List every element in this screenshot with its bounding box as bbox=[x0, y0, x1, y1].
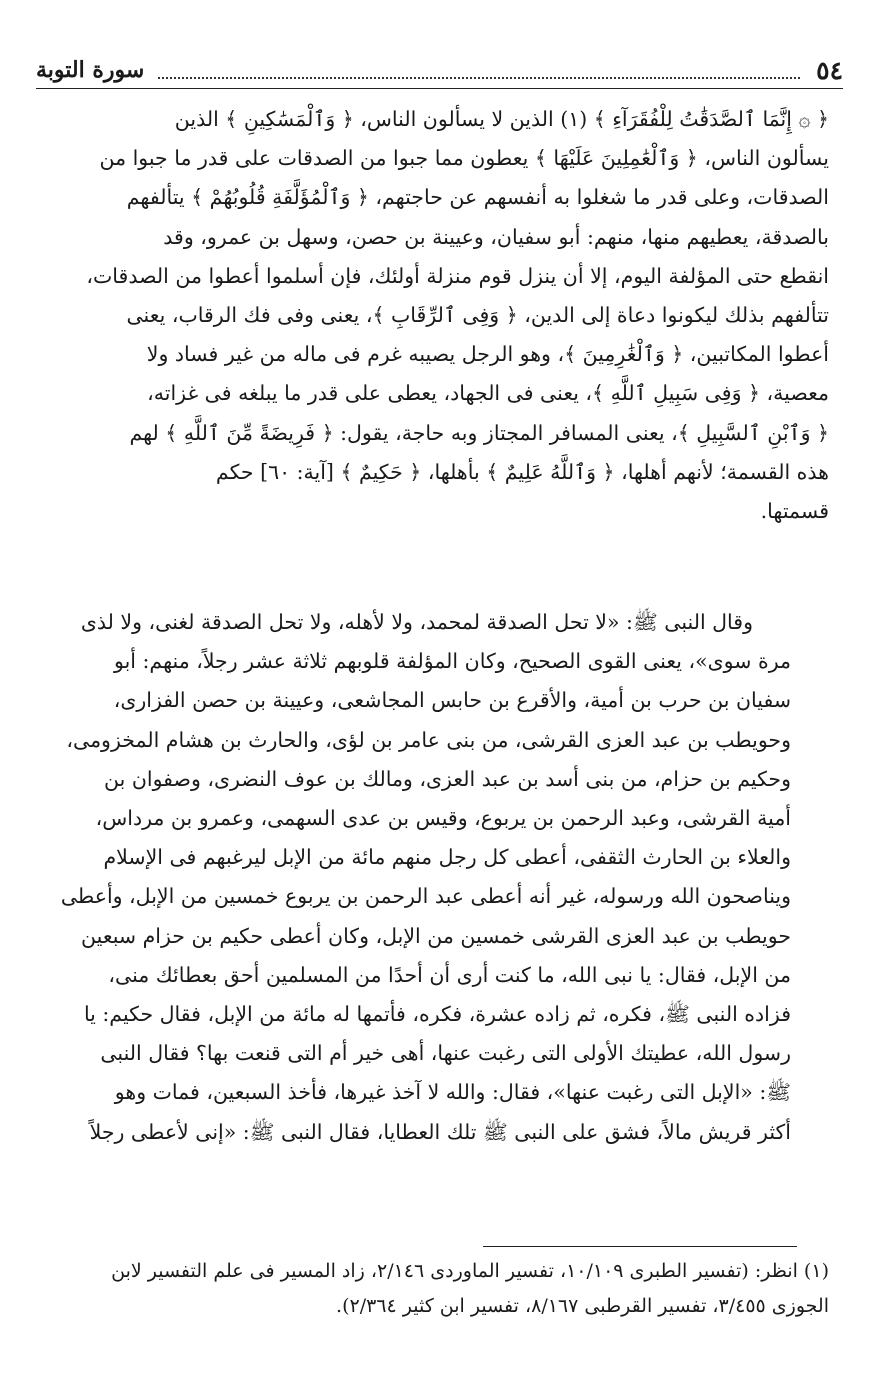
text-line: من الإبل، فقال: يا نبى الله، ما كنت أرى أن أحدًا من المسلمين أحق بعطائك منى، bbox=[108, 962, 791, 987]
text-line: وقال النبى ﷺ: «لا تحل الصدقة لمحمد، ولا لأهله، ولا تحل الصدقة لغنى، ولا لذى bbox=[80, 610, 753, 634]
text-line: والعلاء بن الحارث الثقفى، أعطى كل رجل منهم مائة من الإبل ليرغبهم فى الإسلام bbox=[103, 845, 791, 870]
page-number: ٥٤ bbox=[816, 55, 843, 85]
commentary-paragraph-2 bbox=[44, 603, 829, 1152]
text-line: تتألفهم بذلك ليكونوا دعاة إلى الدين، ﴿ وَفِى ٱلرِّقَابِ ﴾، يعنى وفى فك الرقاب، يعنى bbox=[126, 303, 829, 328]
footnote-line: (١) انظر: (تفسير الطبرى ١٠/١٠٩، تفسير الماوردى ٢/١٤٦، زاد المسير فى علم التفسير لابن bbox=[111, 1260, 829, 1282]
text-line: انقطع حتى المؤلفة اليوم، إلا أن ينزل قوم منزلة أولئك، فإن أسلموا أعطوا من الصدقات، bbox=[86, 263, 829, 288]
footnote-separator bbox=[483, 1246, 797, 1247]
text-line: ﴿ ۞ إِنَّمَا ٱلصَّدَقَٰتُ لِلْفُقَرَآءِ ﴾ (١) الذين لا يسألون الناس، ﴿ وَٱلْمَسَٰكِينِ ﴾ الذين bbox=[174, 107, 829, 131]
text-line: مرة سوى»، يعنى القوى الصحيح، وكان المؤلفة قلوبهم ثلاثة عشر رجلاً، منهم: أبو bbox=[114, 649, 791, 674]
running-header bbox=[36, 52, 843, 89]
text-line: وحكيم بن حزام، من بنى أسد بن عبد العزى، ومالك بن عوف النضرى، وصفوان بن bbox=[104, 766, 791, 791]
text-line: أكثر قريش مالاً، فشق على النبى ﷺ تلك العطايا، فقال النبى ﷺ: «إنى لأعطى رجلاً bbox=[89, 1119, 791, 1144]
text-line: قسمتها. bbox=[760, 499, 829, 524]
text-line: سفيان بن حرب بن أمية، والأقرع بن حابس المجاشعى، وعيينة بن حصن الفزارى، bbox=[113, 688, 791, 713]
text-line: فزاده النبى ﷺ، فكره، ثم زاده عشرة، فكره، فأتمها له مائة من الإبل، فقال حكيم: يا bbox=[83, 1002, 791, 1027]
text-line: رسول الله، عطيتك الأولى التى رغبت عنها، أهى خير أم التى قنعت بها؟ فقال النبى bbox=[100, 1041, 791, 1066]
surah-title: سورة التوبة bbox=[36, 57, 145, 83]
text-line: ﷺ: «الإبل التى رغبت عنها»، فقال: والله لا آخذ غيرها، فأخذ السبعين، فمات وهو bbox=[114, 1080, 791, 1105]
text-line: ويناصحون الله ورسوله، غير أنه أعطى عبد الرحمن بن يربوع خمسين من الإبل، وأعطى bbox=[60, 884, 791, 909]
commentary-paragraph-1 bbox=[44, 100, 829, 531]
text-line: وحويطب بن عبد العزى القرشى، من بنى عامر بن لؤى، والحارث بن هشام المخزومى، bbox=[66, 727, 791, 752]
text-line: هذه القسمة؛ لأنهم أهلها، ﴿ وَٱللَّهُ عَلِيمٌ ﴾ بأهلها، ﴿ حَكِيمٌ ﴾ [آية: ٦٠] حكم bbox=[215, 459, 829, 484]
text-line: أعطوا المكاتبين، ﴿ وَٱلْغَٰرِمِينَ ﴾، وهو الرجل يصيبه غرم فى ماله من غير فساد ولا bbox=[146, 342, 829, 367]
text-line: بالصدقة، يعطيهم منها، منهم: أبو سفيان، وعيينة بن حصن، وسهل بن عمرو، وقد bbox=[163, 224, 829, 249]
text-line: ﴿ وَٱبْنِ ٱلسَّبِيلِ ﴾، يعنى المسافر المجتاز وبه حاجة، يقول: ﴿ فَرِيضَةً مِّنَ ٱللَّهِ ﴾ لهم bbox=[129, 420, 829, 445]
text-line: حويطب بن عبد العزى القرشى خمسين من الإبل، وكان أعطى حكيم بن حزام سبعين bbox=[81, 923, 791, 948]
header-dot-leader bbox=[158, 77, 800, 79]
text-line: معصية، ﴿ وَفِى سَبِيلِ ٱللَّهِ ﴾، يعنى فى الجهاد، يعطى على قدر ما يبلغه فى غزاته، bbox=[147, 381, 829, 406]
footnote bbox=[44, 1254, 829, 1324]
text-line: الصدقات، وعلى قدر ما شغلوا به أنفسهم عن حاجتهم، ﴿ وَٱلْمُؤَلَّفَةِ قُلُوبُهُمْ ﴾ يتألفهم bbox=[126, 185, 829, 210]
text-line: أمية القرشى، وعبد الرحمن بن يربوع، وقيس بن عدى السهمى، وعمرو بن مرداس، bbox=[95, 806, 791, 831]
text-line: يسألون الناس، ﴿ وَٱلْعَٰمِلِينَ عَلَيْهَا ﴾ يعطون مما جبوا من الصدقات على قدر ما جبوا من bbox=[99, 146, 829, 171]
footnote-line: الجوزى ٣/٤٥٥، تفسير القرطبى ٨/١٦٧، تفسير ابن كثير ٢/٣٦٤). bbox=[336, 1295, 829, 1317]
